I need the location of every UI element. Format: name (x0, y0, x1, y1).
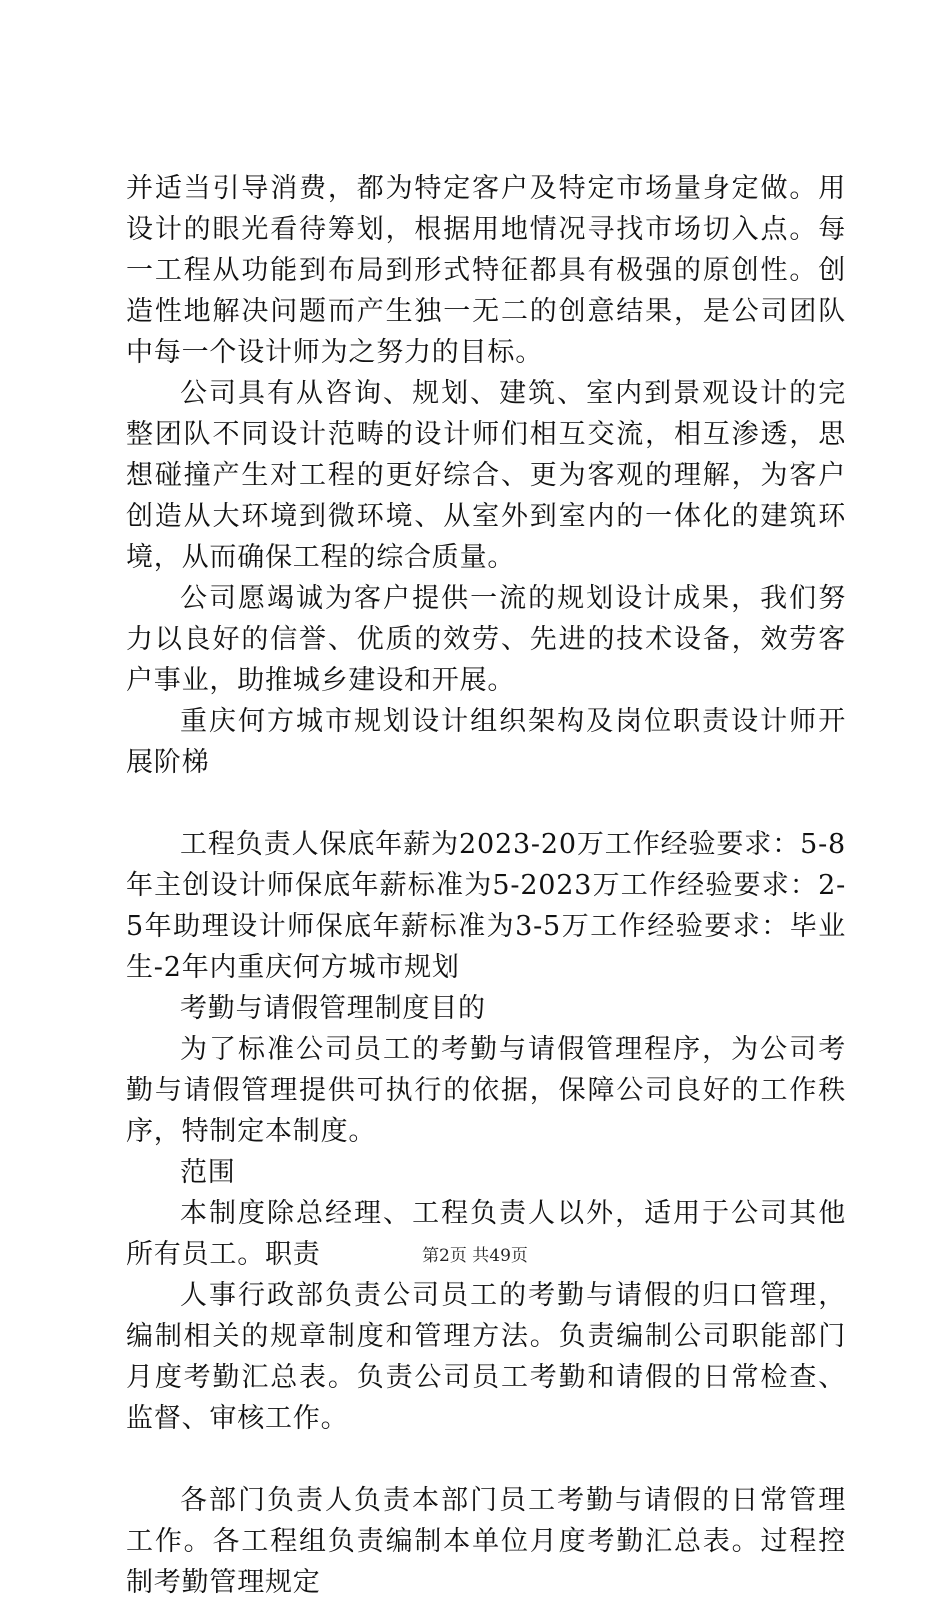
paragraph-intro-continuation: 并适当引导消费，都为特定客户及特定市场量身定做。用设计的眼光看待筹划，根据用地情况寻找市场切入点。每一工程从功能到布局到形式特征都具有极强的原创性。创造性地解决问题而产生独一无二的创意结果，是公司团队中每一个设计师为之努力的目标。 (126, 173, 846, 368)
document-body (126, 168, 846, 1603)
paragraph-department-duties: 各部门负责人负责本部门员工考勤与请假的日常管理工作。各工程组负责编制本单位月度考勤汇总表。过程控制考勤管理规定 (126, 1485, 846, 1598)
heading-attendance-purpose: 考勤与请假管理制度目的 (180, 993, 486, 1024)
paragraph-salary-ladder: 工程负责人保底年薪为2023-20万工作经验要求：5-8年主创设计师保底年薪标准为5-2023万工作经验要求：2-5年助理设计师保底年薪标准为3-5万工作经验要求：毕业生-2年内重庆何方城市规划 (126, 829, 846, 983)
page-number-footer: 第2页 共49页 (422, 1246, 528, 1266)
paragraph-scope: 本制度除总经理、工程负责人以外，适用于公司其他所有员工。职责 (126, 1198, 846, 1270)
heading-scope: 范围 (180, 1157, 236, 1188)
paragraph-hr-duties: 人事行政部负责公司员工的考勤与请假的归口管理，编制相关的规章制度和管理方法。负责编制公司职能部门月度考勤汇总表。负责公司员工考勤和请假的日常检查、监督、审核工作。 (126, 1280, 846, 1434)
heading-org-structure: 重庆何方城市规划设计组织架构及岗位职责设计师开展阶梯 (126, 706, 846, 778)
paragraph-team: 公司具有从咨询、规划、建筑、室内到景观设计的完整团队不同设计范畴的设计师们相互交流，相互渗透，思想碰撞产生对工程的更好综合、更为客观的理解，为客户创造从大环境到微环境、从室外到室内的一体化的建筑环境，从而确保工程的综合质量。 (126, 378, 846, 573)
paragraph-purpose: 为了标准公司员工的考勤与请假管理程序，为公司考勤与请假管理提供可执行的依据，保障公司良好的工作秩序，特制定本制度。 (126, 1034, 846, 1147)
paragraph-commitment: 公司愿竭诚为客户提供一流的规划设计成果，我们努力以良好的信誉、优质的效劳、先进的技术设备，效劳客户事业，助推城乡建设和开展。 (126, 583, 846, 696)
